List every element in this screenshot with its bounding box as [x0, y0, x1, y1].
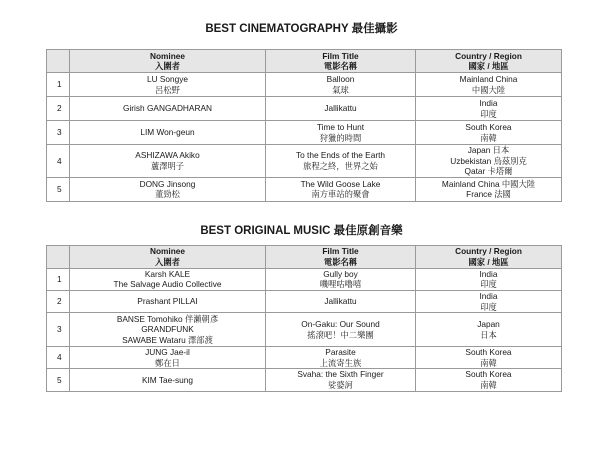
table-row: [47, 290, 562, 312]
table-row: [47, 121, 562, 145]
film-cell: Balloon 氣球: [266, 73, 416, 97]
nominee-cell: ASHIZAWA Akiko 蘆澤明子: [70, 145, 266, 178]
header-nominee: Nominee 入圍者: [70, 50, 266, 73]
country-cell: South Korea 南韓: [416, 121, 562, 145]
nominee-cell: DONG Jinsong 董勁松: [70, 177, 266, 201]
row-number: 1: [47, 73, 70, 97]
film-cell: Gully boy 嘰哩咕嚕嘻: [266, 268, 416, 290]
original-music-table: [46, 245, 562, 392]
table-row: [47, 73, 562, 97]
table-row: [47, 347, 562, 369]
table-row: [47, 145, 562, 178]
nominee-cell: BANSE Tomohiko 伴瀨朝彥 GRANDFUNK SAWABE Wataru 澤部渡: [70, 313, 266, 347]
nominee-cell: LU Songye 呂松野: [70, 73, 266, 97]
row-number: 2: [47, 97, 70, 121]
header-country: Country / Region 國家 / 地區: [416, 245, 562, 268]
film-cell: The Wild Goose Lake 南方車站的聚會: [266, 177, 416, 201]
film-cell: Jallikattu: [266, 290, 416, 312]
header-no: [47, 50, 70, 73]
row-number: 4: [47, 347, 70, 369]
header-film-title: Film Title 電影名稱: [266, 245, 416, 268]
country-cell: Japan 日本 Uzbekistan 烏茲別克 Qatar 卡塔爾: [416, 145, 562, 178]
row-number: 5: [47, 177, 70, 201]
nominee-cell: Girish GANGADHARAN: [70, 97, 266, 121]
section-title-cinematography: BEST CINEMATOGRAPHY 最佳攝影: [205, 23, 398, 35]
nominee-cell: KIM Tae-sung: [70, 369, 266, 391]
header-nominee: Nominee 入圍者: [70, 245, 266, 268]
header-no: [47, 245, 70, 268]
country-cell: South Korea 南韓: [416, 347, 562, 369]
row-number: 4: [47, 145, 70, 178]
header-film-title: Film Title 電影名稱: [266, 50, 416, 73]
film-cell: Parasite 上流寄生族: [266, 347, 416, 369]
country-cell: Mainland China 中國大陸: [416, 73, 562, 97]
row-number: 3: [47, 121, 70, 145]
table-header-row: [47, 245, 562, 268]
nominee-cell: Prashant PILLAI: [70, 290, 266, 312]
nominee-cell: JUNG Jae-il 鄭在日: [70, 347, 266, 369]
country-cell: Mainland China 中國大陸 France 法國: [416, 177, 562, 201]
film-cell: Time to Hunt 狩獵的時間: [266, 121, 416, 145]
country-cell: South Korea 南韓: [416, 369, 562, 391]
table-row: [47, 177, 562, 201]
header-country: Country / Region 國家 / 地區: [416, 50, 562, 73]
table-row: [47, 268, 562, 290]
table-row: [47, 97, 562, 121]
row-number: 1: [47, 268, 70, 290]
section-title-original-music: BEST ORIGINAL MUSIC 最佳原創音樂: [200, 224, 403, 237]
nominee-cell: LIM Won-geun: [70, 121, 266, 145]
row-number: 5: [47, 369, 70, 391]
row-number: 3: [47, 313, 70, 347]
film-cell: To the Ends of the Earth 旅程之終，世界之始: [266, 145, 416, 178]
film-cell: Jallikattu: [266, 97, 416, 121]
country-cell: India 印度: [416, 97, 562, 121]
film-cell: Svaha: the Sixth Finger 娑婆訶: [266, 369, 416, 391]
table-row: [47, 369, 562, 391]
cinematography-table: [46, 49, 562, 202]
table-header-row: [47, 50, 562, 73]
country-cell: Japan 日本: [416, 313, 562, 347]
row-number: 2: [47, 290, 70, 312]
country-cell: India 印度: [416, 268, 562, 290]
nominee-cell: Karsh KALE The Salvage Audio Collective: [70, 268, 266, 290]
film-cell: On-Gaku: Our Sound 搖滾吧！中二樂團: [266, 313, 416, 347]
table-row: [47, 313, 562, 347]
country-cell: India 印度: [416, 290, 562, 312]
